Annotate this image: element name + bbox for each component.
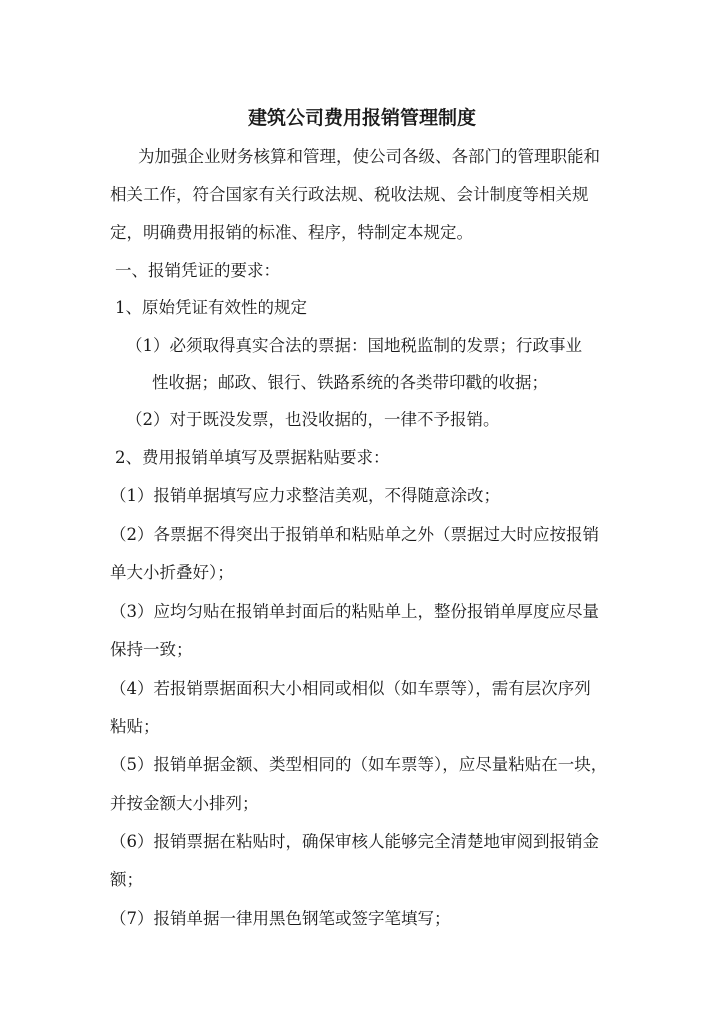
list-item-continuation: 单大小折叠好）；: [110, 563, 234, 582]
paragraph-line: 定，明确费用报销的标准、程序，特制定本规定。: [110, 223, 473, 242]
paragraph-line: 为加强企业财务核算和管理，使公司各级、各部门的管理职能和: [138, 147, 600, 166]
list-item: （6）报销票据在粘贴时，确保审核人能够完全清楚地审阅到报销金: [110, 832, 599, 851]
list-item: （1）报销单据填写应力求整洁美观，不得随意涂改；: [110, 486, 500, 505]
paragraph-line: 相关工作，符合国家有关行政法规、税收法规、会计制度等相关规: [110, 185, 589, 204]
list-item: （7）报销单据一律用黑色钢笔或签字笔填写；: [110, 909, 451, 928]
list-item-continuation: 性收据；邮政、银行、铁路系统的各类带印戳的收据；: [152, 373, 548, 392]
list-item: （4）若报销票据面积大小相同或相似（如车票等），需有层次序列: [110, 679, 591, 698]
subsection-heading: 1、原始凭证有效性的规定: [115, 298, 307, 317]
section-heading: 一、报销凭证的要求：: [115, 261, 280, 280]
list-item: （2）对于既没发票，也没收据的，一律不予报销。: [126, 410, 500, 429]
list-item-continuation: 粘贴；: [110, 717, 160, 736]
list-item: （5）报销单据金额、类型相同的（如车票等），应尽量粘贴在一块，: [110, 755, 608, 774]
list-item-continuation: 并按金额大小排列；: [110, 794, 259, 813]
list-item-continuation: 额；: [110, 870, 143, 889]
list-item: （2）各票据不得突出于报销单和粘贴单之外（票据过大时应按报销: [110, 525, 599, 544]
list-item: （3）应均匀贴在报销单封面后的粘贴单上，整份报销单厚度应尽量: [110, 602, 599, 621]
document-title: 建筑公司费用报销管理制度: [247, 107, 476, 129]
subsection-heading: 2、费用报销单填写及票据粘贴要求：: [115, 448, 390, 467]
list-item: （1）必须取得真实合法的票据：国地税监制的发票；行政事业: [126, 336, 582, 355]
list-item-continuation: 保持一致；: [110, 640, 193, 659]
